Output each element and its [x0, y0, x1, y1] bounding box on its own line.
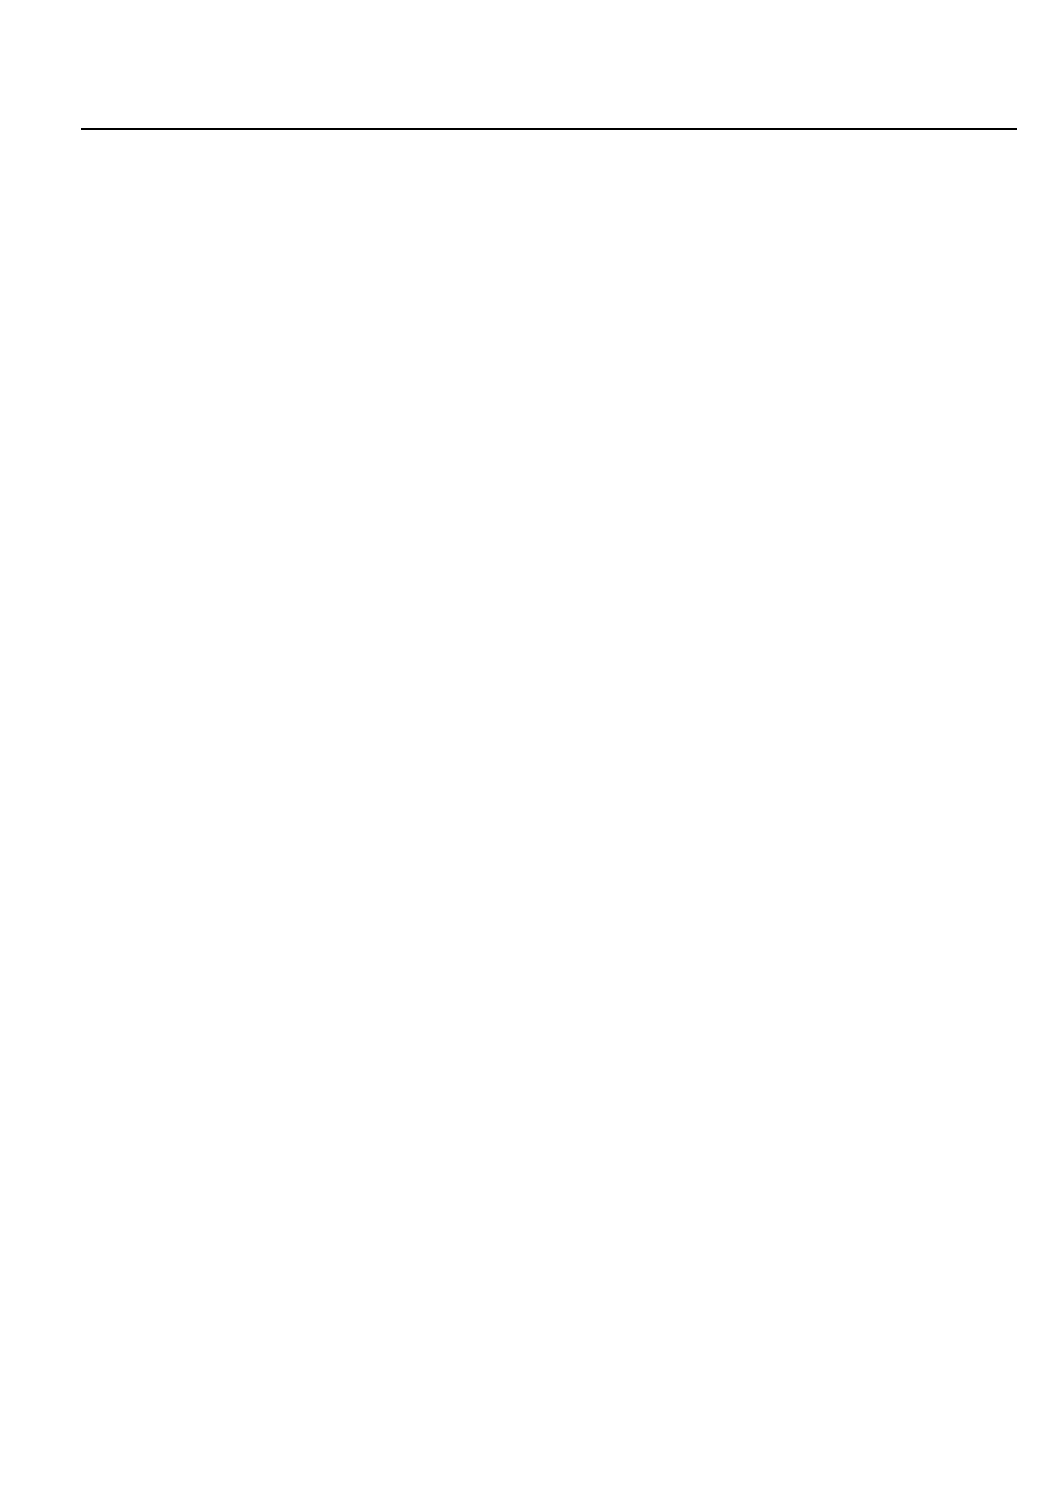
results-table — [81, 128, 1017, 130]
